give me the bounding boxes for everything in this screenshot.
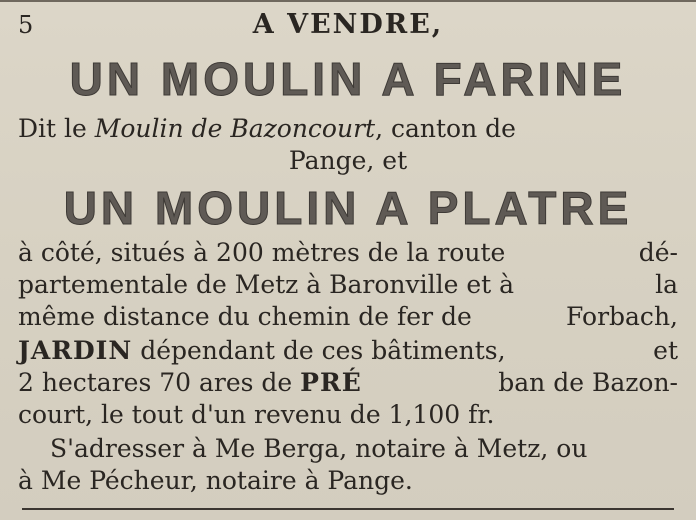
bottom-rule xyxy=(22,508,674,510)
text-line-1 xyxy=(18,112,678,146)
text-fragment: ban de Bazon- xyxy=(498,368,678,397)
text-line-6 xyxy=(18,334,678,368)
text-line-8: court, le tout d'un revenu de 1,100 fr. xyxy=(18,400,495,429)
text-fragment: dé- xyxy=(638,238,678,267)
text-line-2: Pange, et xyxy=(288,146,408,175)
text-line-10: à Me Pécheur, notaire à Pange. xyxy=(18,466,413,495)
meadow-keyword: PRÉ xyxy=(300,368,362,397)
for-sale-heading: A VENDRE, xyxy=(252,9,444,40)
text-fragment: Forbach, xyxy=(566,302,678,331)
text-fragment: même distance du chemin de fer de xyxy=(18,302,472,331)
mill-name: Moulin de Bazoncourt xyxy=(94,114,376,143)
garden-keyword: JARDIN xyxy=(18,336,133,365)
text-fragment: et xyxy=(653,336,678,365)
text-line-3 xyxy=(18,236,678,270)
text-fragment: à côté, situés à 200 mètres de la route xyxy=(18,238,506,267)
text-fragment: 2 hectares 70 ares de xyxy=(18,368,293,397)
text-fragment: partementale de Metz à Baronville et à xyxy=(18,270,515,299)
flour-mill-title: UN MOULIN A FARINE xyxy=(69,53,627,105)
plaster-mill-title: UN MOULIN A PLATRE xyxy=(63,182,633,234)
text-line-5 xyxy=(18,300,678,334)
text-line-4 xyxy=(18,268,678,302)
text-fragment: dépendant de ces bâtiments, xyxy=(140,336,506,365)
text-line-7 xyxy=(18,366,678,400)
text-fragment: , canton de xyxy=(375,114,516,143)
text-line-9: S'adresser à Me Berga, notaire à Metz, ou xyxy=(50,434,588,463)
page-number: 5 xyxy=(18,11,34,39)
top-rule xyxy=(0,0,696,2)
text-fragment: Dit le xyxy=(18,114,87,143)
text-fragment: la xyxy=(655,270,678,299)
